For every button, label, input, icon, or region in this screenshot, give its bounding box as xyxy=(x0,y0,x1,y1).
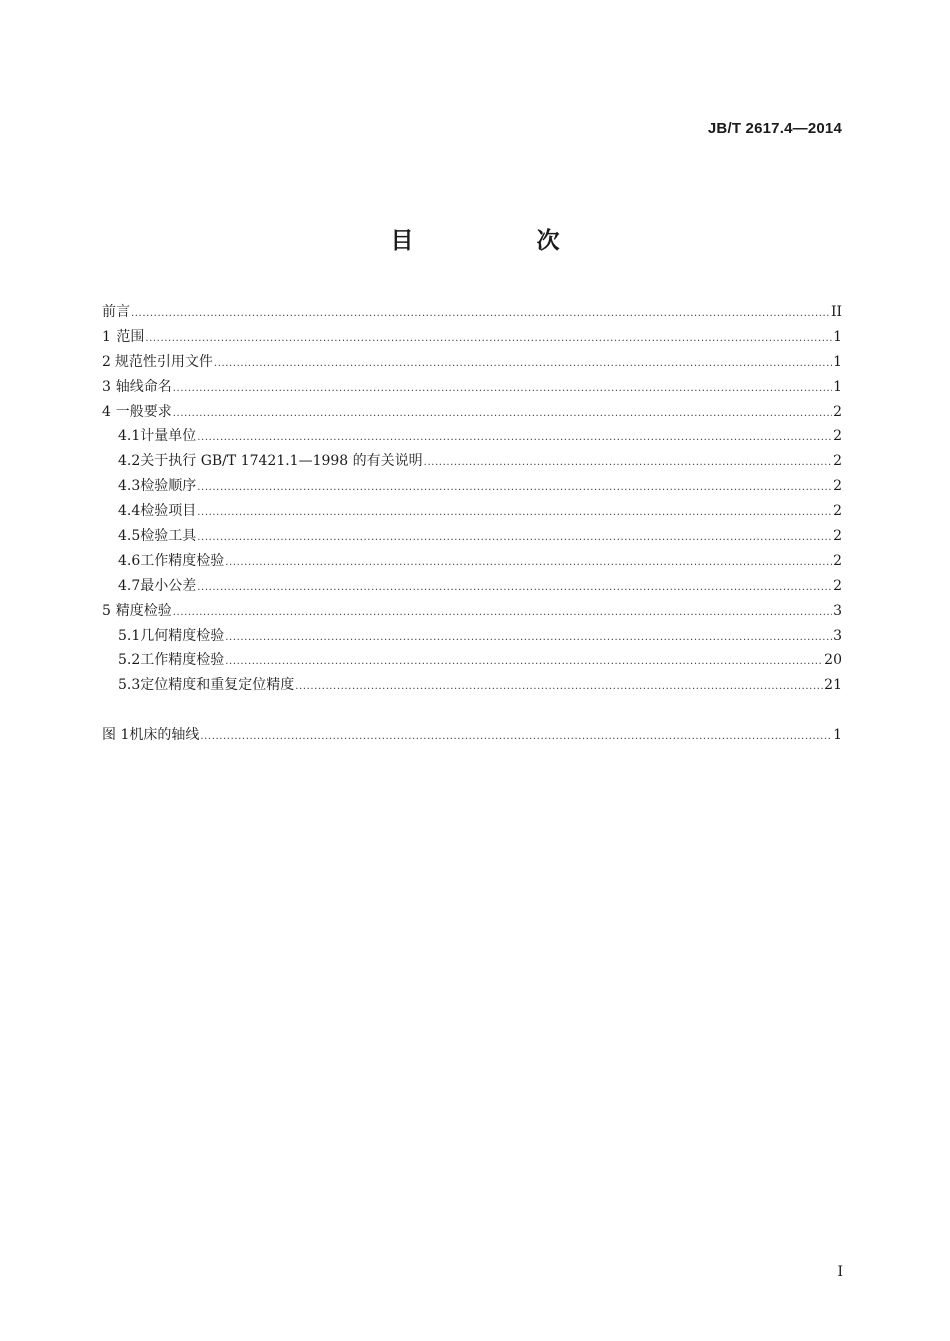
toc-number: 4.5 xyxy=(118,528,141,545)
toc-label: 范围 xyxy=(116,328,145,345)
toc-number: 4 xyxy=(102,403,111,420)
toc-leader xyxy=(225,650,823,675)
toc-entry-4-1[interactable] xyxy=(102,424,842,449)
toc-label: 一般要求 xyxy=(115,403,172,420)
toc-label: 关于执行 GB/T 17421.1—1998 的有关说明 xyxy=(140,453,423,470)
toc-number: 4.2 xyxy=(118,453,141,470)
toc-page: II xyxy=(830,304,842,320)
standard-code: JB/T 2617.4—2014 xyxy=(707,120,842,137)
toc-number: 2 xyxy=(102,353,111,370)
toc-label: 前言 xyxy=(102,304,130,320)
toc-label: 机床的轴线 xyxy=(129,727,200,744)
page-number: I xyxy=(837,1264,843,1280)
toc-entry-5-3[interactable] xyxy=(102,673,842,698)
toc-number: 4.1 xyxy=(118,428,141,445)
toc-leader xyxy=(197,426,832,451)
toc-number: 5.1 xyxy=(118,627,141,644)
toc-entry-1[interactable] xyxy=(102,325,842,350)
toc-label: 计量单位 xyxy=(140,428,197,445)
toc-leader xyxy=(173,402,832,427)
toc-leader xyxy=(197,476,832,501)
toc-entry-4[interactable] xyxy=(102,400,842,425)
toc-leader xyxy=(197,576,832,601)
toc-leader xyxy=(225,626,832,651)
toc-label: 几何精度检验 xyxy=(140,627,225,644)
toc-leader xyxy=(295,675,823,700)
page-title: 目 次 xyxy=(390,228,610,254)
toc-page: 2 xyxy=(833,577,842,594)
toc-entry-5-2[interactable] xyxy=(102,648,842,673)
toc-number: 图 1 xyxy=(102,727,130,744)
toc-page: 1 xyxy=(833,378,842,395)
toc-page: 21 xyxy=(824,677,842,694)
toc-leader xyxy=(424,451,832,476)
toc-label: 检验项目 xyxy=(140,503,197,520)
toc-label: 工作精度检验 xyxy=(140,552,225,569)
toc-page: 2 xyxy=(833,403,842,420)
toc-page: 3 xyxy=(833,627,842,644)
toc-number: 3 xyxy=(102,378,111,395)
toc-entry-4-5[interactable] xyxy=(102,524,842,549)
toc-label: 精度检验 xyxy=(115,602,172,619)
table-of-contents xyxy=(102,300,842,748)
toc-leader xyxy=(173,601,832,626)
toc-leader xyxy=(197,526,832,551)
toc-page: 2 xyxy=(833,453,842,470)
toc-number: 5.2 xyxy=(118,652,141,669)
toc-label: 轴线命名 xyxy=(115,378,172,395)
toc-label: 定位精度和重复定位精度 xyxy=(140,677,295,694)
toc-label: 检验工具 xyxy=(140,528,197,545)
toc-leader xyxy=(225,551,832,576)
toc-page: 2 xyxy=(833,478,842,495)
toc-entry-2[interactable] xyxy=(102,350,842,375)
toc-page: 1 xyxy=(833,353,842,370)
toc-leader xyxy=(200,725,832,750)
toc-page: 2 xyxy=(833,503,842,520)
toc-number: 4.4 xyxy=(118,503,141,520)
toc-number: 4.3 xyxy=(118,478,141,495)
toc-entry-3[interactable] xyxy=(102,375,842,400)
toc-entry-5[interactable] xyxy=(102,599,842,624)
toc-label: 规范性引用文件 xyxy=(114,353,213,370)
toc-label: 检验顺序 xyxy=(140,478,197,495)
toc-entry-4-2[interactable] xyxy=(102,449,842,474)
toc-entry-4-4[interactable] xyxy=(102,499,842,524)
toc-page: 20 xyxy=(824,652,842,669)
toc-number: 5 xyxy=(102,602,111,619)
toc-page: 3 xyxy=(833,602,842,619)
toc-entry-figure-1[interactable] xyxy=(102,723,842,748)
toc-entry-4-6[interactable] xyxy=(102,549,842,574)
toc-entry-4-7[interactable] xyxy=(102,574,842,599)
toc-label: 最小公差 xyxy=(140,577,197,594)
toc-label: 工作精度检验 xyxy=(140,652,225,669)
toc-leader xyxy=(145,327,832,352)
toc-entry-foreword[interactable] xyxy=(102,300,842,325)
toc-page: 2 xyxy=(833,552,842,569)
toc-number: 5.3 xyxy=(118,677,141,694)
toc-page: 2 xyxy=(833,528,842,545)
toc-leader xyxy=(197,501,832,526)
toc-page: 1 xyxy=(833,328,842,345)
toc-entry-4-3[interactable] xyxy=(102,474,842,499)
toc-page: 2 xyxy=(833,428,842,445)
toc-number: 1 xyxy=(102,328,111,345)
toc-entry-5-1[interactable] xyxy=(102,624,842,649)
toc-number: 4.7 xyxy=(118,577,141,594)
toc-page: 1 xyxy=(833,727,842,744)
toc-leader xyxy=(131,302,830,327)
toc-leader xyxy=(173,377,832,402)
toc-leader xyxy=(214,352,832,377)
toc-number: 4.6 xyxy=(118,552,141,569)
